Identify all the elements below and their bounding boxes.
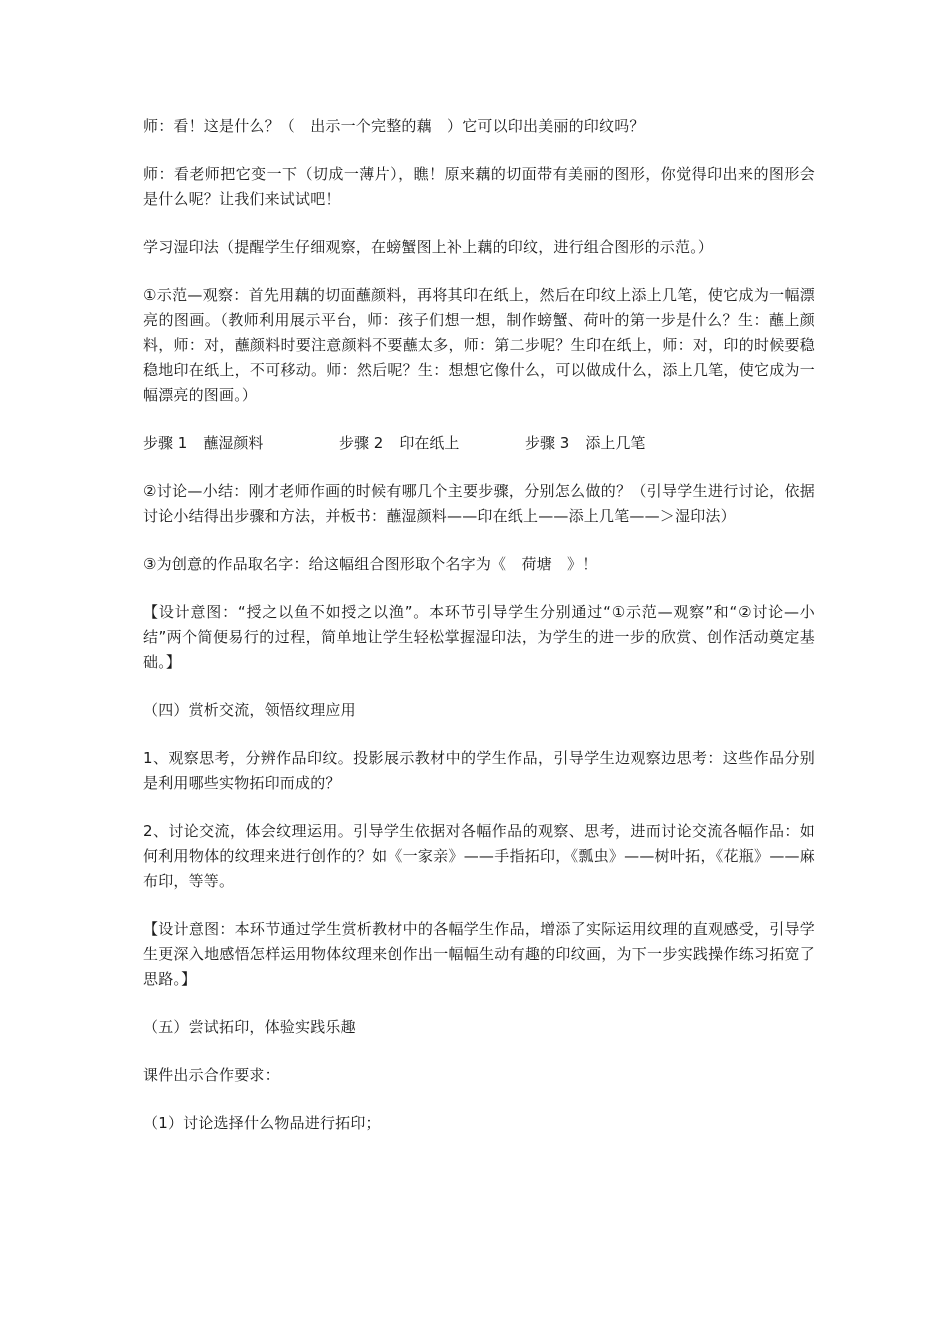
paragraph-teacher-slice: 师：看老师把它变一下（切成一薄片），瞧！原来藕的切面带有美丽的图形，你觉得印出来的图形会是什么呢？让我们来试试吧！ xyxy=(143,165,815,208)
step-item-1 xyxy=(143,431,339,456)
paragraph-observe-think: 1、观察思考，分辨作品印纹。投影展示教材中的学生作品，引导学生边观察边思考：这些作品分别是利用哪些实物拓印而成的？ xyxy=(143,749,815,792)
step-number: 步骤 2 xyxy=(339,434,384,452)
paragraph-discuss-summary: ②讨论—小结：刚才老师作画的时候有哪几个主要步骤，分别怎么做的？（引导学生进行讨论，依据讨论小结得出步骤和方法，并板书：蘸湿颜料——印在纸上——添上几笔——＞湿印法） xyxy=(143,482,815,525)
document-body xyxy=(143,114,815,1159)
step-item-2 xyxy=(339,431,525,456)
paragraph-demo-observe: ①示范—观察：首先用藕的切面蘸颜料，再将其印在纸上，然后在印纹上添上几笔，使它成为一幅漂亮的图画。（教师利用展示平台，师：孩子们想一想，制作螃蟹、荷叶的第一步是什么？生：蘸上颜料，师：对，蘸颜料时要注意颜料不要蘸太多，师：第二步呢？生印在纸上，师：对，印的时候要稳稳地印在纸上，不可移动。师：然后呢？生：想想它像什么，可以做成什么，添上几笔，使它成为一幅漂亮的图画。） xyxy=(143,286,815,404)
paragraph-design-intent-1: 【设计意图：“授之以鱼不如授之以渔”。本环节引导学生分别通过“①示范—观察”和“②讨论—小结”两个简便易行的过程，简单地让学生轻松掌握湿印法，为学生的进一步的欣赏、创作活动奠定基础。】 xyxy=(143,603,815,671)
steps-row xyxy=(143,431,815,456)
paragraph-teacher-question: 师：看！这是什么？（ 出示一个完整的藕 ）它可以印出美丽的印纹吗？ xyxy=(143,117,645,135)
section-heading-five: （五）尝试拓印，体验实践乐趣 xyxy=(143,1018,356,1036)
section-heading-four: （四）赏析交流，领悟纹理应用 xyxy=(143,701,356,719)
paragraph-naming: ③为创意的作品取名字：给这幅组合图形取个名字为《 荷塘 》！ xyxy=(143,555,598,573)
step-text: 蘸湿颜料 xyxy=(203,434,264,452)
paragraph-requirement-1: （1）讨论选择什么物品进行拓印； xyxy=(143,1114,381,1132)
step-item-3 xyxy=(525,431,725,456)
step-number: 步骤 1 xyxy=(143,434,188,452)
paragraph-cooperation-requirements: 课件出示合作要求： xyxy=(143,1066,280,1084)
paragraph-wet-print-intro: 学习湿印法（提醒学生仔细观察，在螃蟹图上补上藕的印纹，进行组合图形的示范。） xyxy=(143,238,714,256)
step-text: 添上几笔 xyxy=(585,434,646,452)
paragraph-discuss-exchange: 2、讨论交流，体会纹理运用。引导学生依据对各幅作品的观察、思考，进而讨论交流各幅作品：如何利用物体的纹理来进行创作的？如《一家亲》——手指拓印，《瓢虫》——树叶拓，《花瓶》——麻布印，等等。 xyxy=(143,822,815,890)
step-text: 印在纸上 xyxy=(399,434,460,452)
paragraph-design-intent-2: 【设计意图：本环节通过学生赏析教材中的各幅学生作品，增添了实际运用纹理的直观感受，引导学生更深入地感悟怎样运用物体纹理来创作出一幅幅生动有趣的印纹画，为下一步实践操作练习拓宽了思路。】 xyxy=(143,920,815,988)
step-number: 步骤 3 xyxy=(525,434,570,452)
